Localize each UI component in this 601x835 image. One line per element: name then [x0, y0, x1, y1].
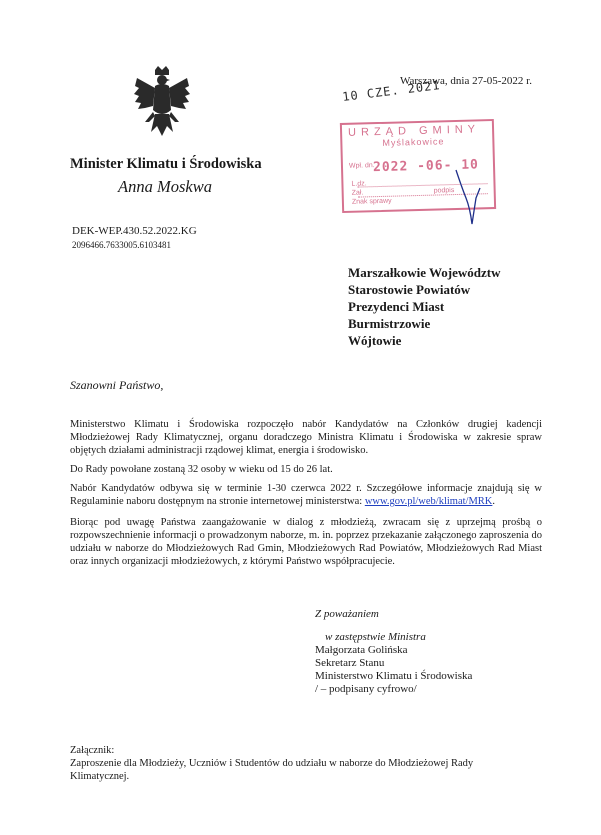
- signoff-block: [315, 608, 472, 696]
- polish-eagle-emblem-icon: [133, 66, 191, 146]
- paragraph-3-text: Nabór Kandydatów odbywa się w terminie 1-30 czerwca 2022 r. Szczegółowe informacje znajdują się w Regulaminie naboru dostępnym na stronie internetowej ministerstwa:: [70, 483, 542, 507]
- stamp-office-place: Myślakowice: [382, 136, 445, 148]
- attachment-text: Zaproszenie dla Młodzieży, Uczniów i Studentów do udziału w naborze do Młodzieżowej Rady Klimatycznej.: [70, 758, 474, 782]
- reference-code: DEK-WEP.430.52.2022.KG: [72, 225, 197, 237]
- recipient-line: Prezydenci Miast: [348, 299, 445, 314]
- handwritten-signature-icon: [452, 168, 482, 228]
- recipients-block: [348, 264, 500, 349]
- reference-number: 2096466.7633005.6103481: [72, 240, 171, 250]
- ministry-website-link[interactable]: www.gov.pl/web/klimat/MRK: [364, 496, 493, 507]
- recipient-line: Burmistrzowie: [348, 316, 431, 331]
- attachment-label: Załącznik:: [70, 745, 115, 756]
- signed-digitally: / – podpisany cyfrowo/: [315, 683, 417, 695]
- paragraph-3: [70, 482, 542, 508]
- paragraph-4: Biorąc pod uwagę Państwa zaangażowanie w dialog z młodzieżą, zwracam się z uprzejmą prośbą o rozpowszechnienie informacji o prowadzonym naborze, m. in. poprzez przekazanie załączonego zaproszenia do udziału w naborze do Młodzieżowych Rad Gmin, Młodzieżowych Rad Powiatów, Młodzieżowych Rad Miast oraz innych organizacji młodzieżowych, z którymi Państwo współpracujecie.: [70, 517, 542, 567]
- stamp-office-title: URZĄD GMINY: [347, 123, 481, 139]
- signatory-ministry: Ministerstwo Klimatu i Środowiska: [315, 670, 473, 682]
- received-date-stamp: 10 CZE. 2021: [341, 78, 442, 104]
- stamp-received-label: Wpł. dn.: [348, 162, 375, 170]
- recipient-line: Wójtowie: [348, 333, 402, 348]
- recipient-line: Starostowie Powiatów: [348, 282, 471, 297]
- closing: Z poważaniem: [315, 608, 379, 620]
- attachment-block: [70, 744, 530, 783]
- paragraph-2: Do Rady powołane zostaną 32 osoby w wieku od 15 do 26 lat.: [70, 464, 333, 475]
- sender-name: Anna Moskwa: [118, 177, 212, 196]
- paragraph-1: Ministerstwo Klimatu i Środowiska rozpoczęło nabór Kandydatów na Członków drugiej kadencji Młodzieżowej Rady Klimatycznej, organu doradczego Ministra Klimatu i Środowiska w zakresie spraw objętych działami administracji rządowej klimat, energia i środowisko.: [70, 419, 542, 456]
- date-line: Warszawa, dnia 27-05-2022 r.: [400, 75, 532, 87]
- stamp-case-label: Znak sprawy: [351, 197, 392, 206]
- salutation: Szanowni Państwo,: [70, 378, 164, 392]
- sender-title: Minister Klimatu i Środowiska: [70, 156, 262, 172]
- on-behalf: w zastępstwie Ministra: [325, 631, 426, 643]
- signatory-role: Sekretarz Stanu: [315, 657, 385, 669]
- paragraph-3-end: .: [492, 496, 495, 507]
- recipient-line: Marszałkowie Województw: [348, 265, 501, 280]
- stamp-pages-label: podpis: [433, 187, 455, 195]
- signatory-name: Małgorzata Golińska: [315, 644, 408, 656]
- stamp-ldz-label: L.dz.: [351, 180, 367, 188]
- stamp-zal-label: Zał.: [351, 189, 364, 197]
- stamp-received-date: 2022 -06- 10: [372, 157, 480, 176]
